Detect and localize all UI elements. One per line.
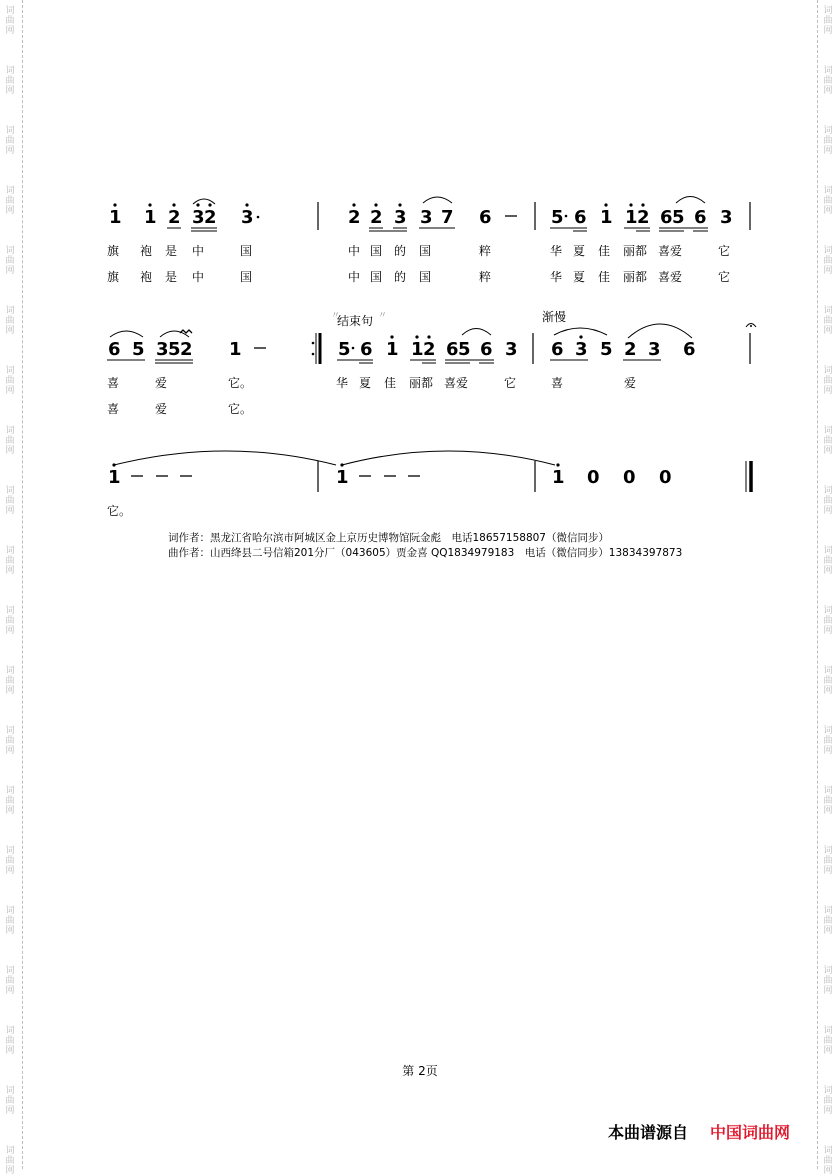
svg-text:0: 0 xyxy=(623,467,636,488)
svg-text:6: 6 xyxy=(480,339,493,360)
svg-text:3: 3 xyxy=(192,207,205,228)
svg-text:它。: 它。 xyxy=(228,376,253,390)
watermark-text: 词 曲 网 xyxy=(5,1086,15,1116)
svg-text:2: 2 xyxy=(624,339,637,360)
svg-text:是: 是 xyxy=(165,244,178,258)
svg-text:爱: 爱 xyxy=(155,376,168,390)
watermark-text: 词 曲 网 xyxy=(823,1026,833,1056)
composer-credit: 曲作者：山西绛县二号信箱201分厂（043605）贾金喜 QQ1834979183 电话（微信同步）13834397873 xyxy=(168,547,683,559)
svg-text:的: 的 xyxy=(394,270,407,284)
svg-text:喜: 喜 xyxy=(107,376,120,390)
svg-text:1: 1 xyxy=(600,207,613,228)
watermark-text: 词 曲 网 xyxy=(5,546,15,576)
svg-text:喜爱: 喜爱 xyxy=(658,244,683,258)
watermark-text: 词 曲 网 xyxy=(823,126,833,156)
svg-text:6: 6 xyxy=(694,207,707,228)
svg-text:佳: 佳 xyxy=(384,376,397,390)
watermark-text: 词 曲 网 xyxy=(5,906,15,936)
lyricist-credit: 词作者：黑龙江省哈尔滨市阿城区金上京历史博物馆阮金彪 电话18657158807（微信同步） xyxy=(168,532,609,544)
source-site-link[interactable]: 中国词曲网 xyxy=(710,1123,791,1142)
svg-text:2: 2 xyxy=(348,207,361,228)
svg-text:5: 5 xyxy=(672,207,685,228)
svg-text:5: 5 xyxy=(132,339,145,360)
svg-text:6: 6 xyxy=(574,207,587,228)
svg-text:3: 3 xyxy=(648,339,661,360)
svg-text:是: 是 xyxy=(165,270,178,284)
svg-text:佳: 佳 xyxy=(598,244,611,258)
svg-text:丽都: 丽都 xyxy=(623,270,648,284)
svg-text:3: 3 xyxy=(720,207,733,228)
watermark-text: 词 曲 网 xyxy=(5,846,15,876)
tempo-annotation: 渐慢 xyxy=(542,310,567,324)
watermark-text: 词 曲 网 xyxy=(823,486,833,516)
svg-text:喜爱: 喜爱 xyxy=(444,376,469,390)
svg-text:3: 3 xyxy=(505,339,518,360)
watermark-text: 词 曲 网 xyxy=(5,786,15,816)
svg-text:3: 3 xyxy=(394,207,407,228)
page-number: 第 2页 xyxy=(402,1064,438,1078)
lyrics-row-2-line-1 xyxy=(107,375,636,390)
svg-text:2: 2 xyxy=(204,207,217,228)
svg-text:5: 5 xyxy=(551,207,564,228)
svg-text:袍: 袍 xyxy=(140,270,153,284)
svg-text:1: 1 xyxy=(386,339,399,360)
svg-text:国: 国 xyxy=(419,270,432,284)
svg-text:华: 华 xyxy=(336,376,349,390)
watermark-text: 词 曲 网 xyxy=(823,306,833,336)
watermark-text: 词 曲 网 xyxy=(5,606,15,636)
watermark-text: 词 曲 网 xyxy=(823,726,833,756)
svg-text:6: 6 xyxy=(360,339,373,360)
svg-text:华: 华 xyxy=(550,244,563,258)
svg-text:的: 的 xyxy=(394,244,407,258)
svg-text:丽都: 丽都 xyxy=(409,376,434,390)
watermark-text: 词 曲 网 xyxy=(823,1146,833,1176)
svg-text:它。: 它。 xyxy=(107,504,132,518)
svg-text:1: 1 xyxy=(625,207,638,228)
svg-text:3: 3 xyxy=(575,339,588,360)
watermark-text: 词 曲 网 xyxy=(5,1026,15,1056)
svg-text:2: 2 xyxy=(637,207,650,228)
watermark-text: 词 曲 网 xyxy=(5,426,15,456)
svg-text:国: 国 xyxy=(419,244,432,258)
svg-text:夏: 夏 xyxy=(573,244,586,258)
svg-text:0: 0 xyxy=(659,467,672,488)
svg-text:国: 国 xyxy=(370,244,383,258)
svg-text:丽都: 丽都 xyxy=(623,244,648,258)
watermark-text: 词 曲 网 xyxy=(823,786,833,816)
svg-text:7: 7 xyxy=(441,207,454,228)
svg-text:〃: 〃 xyxy=(331,311,341,321)
svg-text:6: 6 xyxy=(108,339,121,360)
svg-text:1: 1 xyxy=(336,467,349,488)
svg-text:中: 中 xyxy=(192,270,205,284)
source-footer xyxy=(608,1120,790,1143)
svg-text:夏: 夏 xyxy=(359,376,372,390)
watermark-text: 词 曲 网 xyxy=(823,546,833,576)
svg-text:2: 2 xyxy=(168,207,181,228)
svg-text:它: 它 xyxy=(718,244,731,258)
watermark-text: 词 曲 网 xyxy=(5,6,15,36)
score-row-2 xyxy=(107,309,756,364)
svg-text:它: 它 xyxy=(504,376,517,390)
svg-text:粹: 粹 xyxy=(479,244,492,258)
svg-text:爱: 爱 xyxy=(155,402,168,416)
watermark-text: 词 曲 网 xyxy=(823,66,833,96)
watermark-text: 词 曲 网 xyxy=(5,126,15,156)
svg-text:1: 1 xyxy=(144,207,157,228)
watermark-text: 词 曲 网 xyxy=(5,66,15,96)
watermark-text: 词 曲 网 xyxy=(5,306,15,336)
svg-text:国: 国 xyxy=(240,244,253,258)
svg-text:国: 国 xyxy=(240,270,253,284)
watermark-text: 词 曲 网 xyxy=(823,186,833,216)
watermark-text: 词 曲 网 xyxy=(5,1146,15,1176)
svg-text:3: 3 xyxy=(241,207,254,228)
watermark-text: 词 曲 网 xyxy=(823,1086,833,1116)
svg-text:6: 6 xyxy=(446,339,459,360)
watermark-text: 词 曲 网 xyxy=(5,966,15,996)
watermark-text: 词 曲 网 xyxy=(5,246,15,276)
svg-text:喜爱: 喜爱 xyxy=(658,270,683,284)
score-row-3 xyxy=(108,451,751,492)
svg-text:2: 2 xyxy=(423,339,436,360)
svg-text:2: 2 xyxy=(180,339,193,360)
watermark-text: 词 曲 网 xyxy=(823,846,833,876)
svg-text:3: 3 xyxy=(156,339,169,360)
watermark-text: 词 曲 网 xyxy=(823,966,833,996)
svg-text:中: 中 xyxy=(192,244,205,258)
svg-text:旗: 旗 xyxy=(107,244,120,258)
watermark-text: 词 曲 网 xyxy=(823,666,833,696)
watermark-text: 词 曲 网 xyxy=(5,666,15,696)
svg-text:喜: 喜 xyxy=(551,376,564,390)
svg-text:1: 1 xyxy=(108,467,121,488)
score-row-1 xyxy=(109,197,750,232)
svg-text:爱: 爱 xyxy=(624,376,637,390)
svg-text:中: 中 xyxy=(348,270,361,284)
watermark-text: 词 曲 网 xyxy=(5,366,15,396)
svg-text:1: 1 xyxy=(552,467,565,488)
svg-text:6: 6 xyxy=(551,339,564,360)
svg-text:粹: 粹 xyxy=(479,270,492,284)
watermark-text: 词 曲 网 xyxy=(5,726,15,756)
svg-text:1: 1 xyxy=(229,339,242,360)
watermark-text: 词 曲 网 xyxy=(823,426,833,456)
svg-text:夏: 夏 xyxy=(573,270,586,284)
watermark-text: 词 曲 网 xyxy=(823,246,833,276)
watermark-text: 词 曲 网 xyxy=(823,6,833,36)
source-label: 本曲谱源自 xyxy=(608,1123,689,1142)
lyrics-row-3-line-1 xyxy=(107,504,131,518)
svg-text:喜: 喜 xyxy=(107,402,120,416)
svg-text:中: 中 xyxy=(348,244,361,258)
svg-text:0: 0 xyxy=(587,467,600,488)
svg-text:5: 5 xyxy=(338,339,351,360)
svg-text:1: 1 xyxy=(411,339,424,360)
svg-text:〃: 〃 xyxy=(378,311,388,321)
watermark-text: 词 曲 网 xyxy=(823,906,833,936)
svg-text:华: 华 xyxy=(550,270,563,284)
svg-text:5: 5 xyxy=(168,339,181,360)
watermark-text: 词 曲 网 xyxy=(823,366,833,396)
svg-text:1: 1 xyxy=(109,207,122,228)
lyrics-row-1-line-2 xyxy=(107,269,730,284)
watermark-text: 词 曲 网 xyxy=(5,186,15,216)
svg-text:袍: 袍 xyxy=(140,244,153,258)
svg-text:5: 5 xyxy=(458,339,471,360)
svg-text:3: 3 xyxy=(420,207,433,228)
svg-text:它: 它 xyxy=(718,270,731,284)
svg-text:6: 6 xyxy=(660,207,673,228)
svg-text:旗: 旗 xyxy=(107,270,120,284)
svg-text:5: 5 xyxy=(600,339,613,360)
svg-text:6: 6 xyxy=(479,207,492,228)
svg-text:它。: 它。 xyxy=(228,402,253,416)
end-phrase-annotation: 结束句 xyxy=(337,314,374,328)
svg-text:国: 国 xyxy=(370,270,383,284)
svg-text:2: 2 xyxy=(370,207,383,228)
lyrics-row-1-line-1 xyxy=(107,243,730,258)
svg-text:佳: 佳 xyxy=(598,270,611,284)
watermark-text: 词 曲 网 xyxy=(5,486,15,516)
lyrics-row-2-line-2 xyxy=(107,401,252,416)
svg-text:6: 6 xyxy=(683,339,696,360)
watermark-text: 词 曲 网 xyxy=(823,606,833,636)
